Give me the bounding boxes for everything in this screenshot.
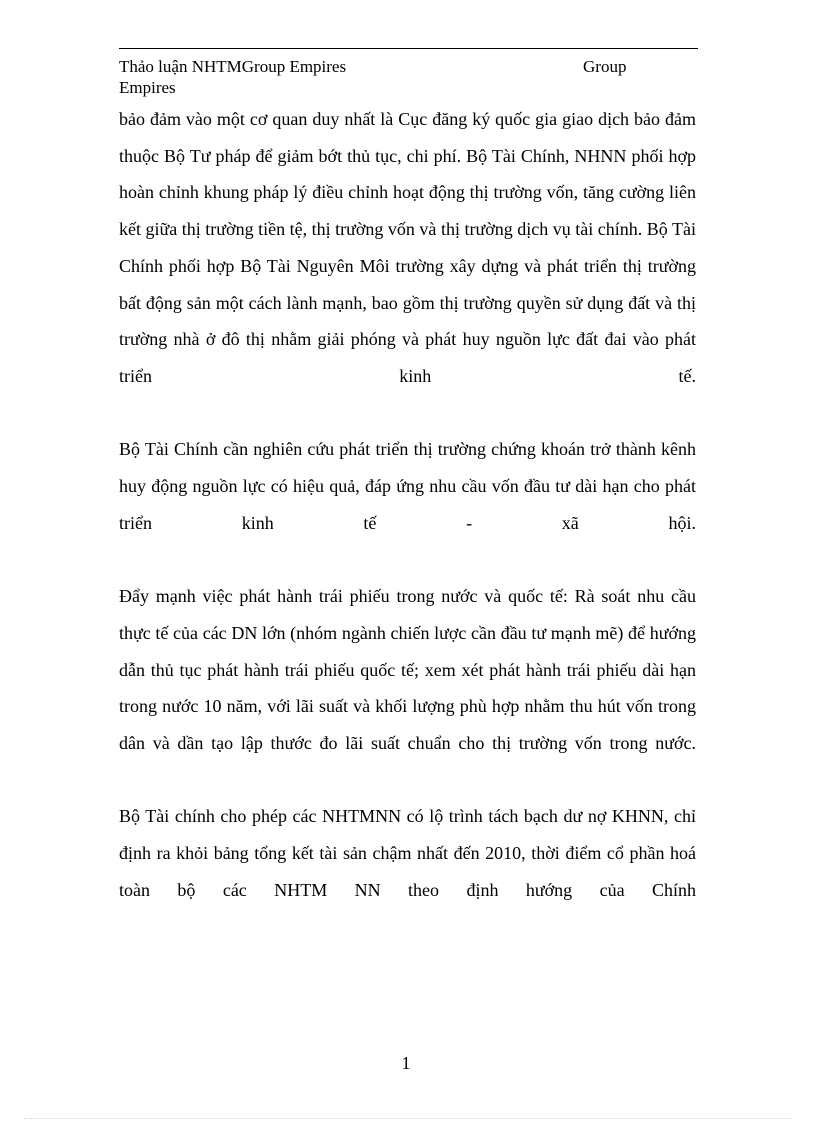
paragraph-3: Đẩy mạnh việc phát hành trái phiếu trong nước và quốc tế: Rà soát nhu cầu thực tế của các DN lớn (nhóm ngành chiến lược cần đầu tư mạnh mẽ) để hướng dẫn thủ tục phát hành trái phiếu quốc tế; xem xét phát hành trái phiếu dài hạn trong nước 10 năm, với lãi suất và khối lượng phù hợp nhằm thu hút vốn trong dân và dần tạo lập thước đo lãi suất chuẩn cho thị trường vốn trong nước. xyxy=(119,586,696,753)
header-title: Thảo luận NHTMGroup Empires xyxy=(119,57,347,76)
header-group-label-wrap: Empires xyxy=(119,78,176,97)
paragraph-2: Bộ Tài Chính cần nghiên cứu phát triển thị trường chứng khoán trở thành kênh huy động nguồn lực có hiệu quả, đáp ứng nhu cầu vốn đầu tư dài hạn cho phát triển kinh tế - xã hội. xyxy=(119,439,696,533)
paragraph-1: bảo đảm vào một cơ quan duy nhất là Cục đăng ký quốc gia giao dịch bảo đảm thuộc Bộ Tư pháp để giảm bớt thủ tục, chi phí. Bộ Tài Chính, NHNN phối hợp hoàn chỉnh khung pháp lý điều chỉnh hoạt động thị trường vốn, tăng cường liên kết giữa thị trường tiền tệ, thị trường vốn và thị trường dịch vụ tài chính. Bộ Tài Chính phối hợp Bộ Tài Nguyên Môi trường xây dựng và phát triển thị trường bất động sản một cách lành mạnh, bao gồm thị trường quyền sử dụng đất và thị trường nhà ở đô thị nhằm giải phóng và phát huy nguồn lực đất đai vào phát triển kinh tế. xyxy=(119,109,696,386)
page-bottom-edge xyxy=(24,1118,792,1119)
page-number: 1 xyxy=(401,1053,411,1073)
header-group-label: Group xyxy=(583,57,627,76)
header-rule xyxy=(119,48,698,49)
body-text xyxy=(119,101,696,908)
paragraph-4: Bộ Tài chính cho phép các NHTMNN có lộ trình tách bạch dư nợ KHNN, chỉ định ra khỏi bảng tổng kết tài sản chậm nhất đến 2010, thời điểm cổ phần hoá toàn bộ các NHTM NN theo định hướng của Chính xyxy=(119,806,696,900)
